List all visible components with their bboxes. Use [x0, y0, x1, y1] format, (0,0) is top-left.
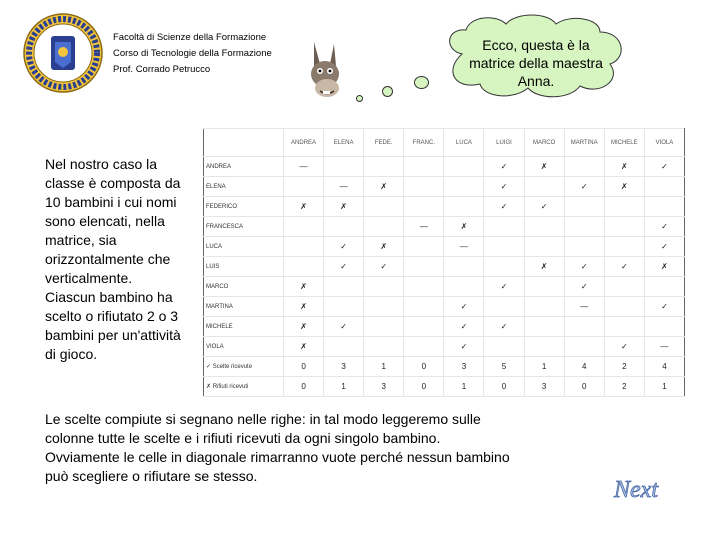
matrix-cell	[564, 237, 604, 257]
matrix-cell: ✓	[644, 157, 684, 177]
matrix-cell: —	[284, 157, 324, 177]
matrix-cell: ✗	[284, 277, 324, 297]
column-header: MARTINA	[564, 129, 604, 157]
matrix-cell: —	[644, 337, 684, 357]
matrix-cell	[404, 257, 444, 277]
professor-name: Prof. Corrado Petrucco	[113, 64, 211, 75]
matrix-cell	[324, 297, 364, 317]
matrix-cell	[604, 217, 644, 237]
explanation-line: Le scelte compiute si segnano nelle righe: in tal modo leggeremo sulle	[45, 411, 481, 427]
matrix-cell: ✓	[484, 197, 524, 217]
matrix-cell	[484, 337, 524, 357]
matrix-cell: ✓	[324, 257, 364, 277]
matrix-cell	[564, 197, 604, 217]
matrix-cell: ✓	[444, 337, 484, 357]
matrix-row	[204, 177, 685, 197]
class-description: Nel nostro caso la classe è composta da 10 bambini i cui nomi sono elencati, nella matrice, sia orizzontalmente che verticalmente. Ciascun bambino ha scelto o rifiutato 2 o 3 bambini per un'attività di gioco.	[45, 156, 181, 362]
row-header: ELENA	[204, 177, 284, 197]
matrix-row	[204, 237, 685, 257]
sociometric-matrix	[203, 128, 685, 397]
matrix-cell	[524, 217, 564, 237]
matrix-row	[204, 257, 685, 277]
column-header: LUCA	[444, 129, 484, 157]
matrix-cell	[604, 297, 644, 317]
matrix-row	[204, 197, 685, 217]
summary-cell: 1	[364, 357, 404, 377]
matrix-cell: ✗	[524, 157, 564, 177]
donkey-character-icon	[300, 40, 350, 102]
thought-dot-large	[414, 76, 429, 89]
summary-cell: 1	[324, 377, 364, 397]
matrix-cell	[364, 337, 404, 357]
matrix-cell: ✓	[484, 277, 524, 297]
matrix-cell: ✗	[604, 177, 644, 197]
matrix-cell	[404, 237, 444, 257]
row-header: LUCA	[204, 237, 284, 257]
matrix-cell	[524, 277, 564, 297]
matrix-cell: ✗	[284, 337, 324, 357]
summary-cell: 3	[524, 377, 564, 397]
matrix-cell: ✗	[444, 217, 484, 237]
matrix-cell: ✓	[604, 257, 644, 277]
column-header: FEDE.	[364, 129, 404, 157]
matrix-cell	[324, 157, 364, 177]
matrix-cell	[404, 197, 444, 217]
column-header: VIOLA	[644, 129, 684, 157]
matrix-cell	[644, 177, 684, 197]
matrix-cell: ✓	[484, 177, 524, 197]
summary-cell: 4	[564, 357, 604, 377]
matrix-cell	[604, 237, 644, 257]
thought-dot-medium	[382, 86, 393, 97]
summary-cell: 0	[404, 377, 444, 397]
matrix-cell	[364, 297, 404, 317]
matrix-cell	[324, 337, 364, 357]
matrix-cell	[524, 177, 564, 197]
matrix-cell: ✗	[604, 157, 644, 177]
matrix-cell	[284, 257, 324, 277]
matrix-cell: —	[564, 297, 604, 317]
matrix-cell	[524, 297, 564, 317]
matrix-row	[204, 337, 685, 357]
next-button-label[interactable]: Next	[614, 477, 658, 503]
row-header: ANDREA	[204, 157, 284, 177]
summary-cell: 0	[284, 357, 324, 377]
matrix-cell: ✗	[364, 237, 404, 257]
explanation-text	[45, 410, 605, 486]
row-header: ✓ Scelte ricevute	[204, 357, 284, 377]
row-header: FRANCESCA	[204, 217, 284, 237]
matrix-cell	[484, 297, 524, 317]
explanation-line: Ovviamente le celle in diagonale rimarranno vuote perché nessun bambino	[45, 449, 510, 465]
matrix-cell	[364, 277, 404, 297]
matrix-cell	[324, 277, 364, 297]
matrix-cell: —	[324, 177, 364, 197]
matrix-cell: ✗	[364, 177, 404, 197]
summary-cell: 5	[484, 357, 524, 377]
matrix-cell: ✓	[644, 217, 684, 237]
matrix-cell	[364, 157, 404, 177]
matrix-cell	[644, 317, 684, 337]
row-header: MARTINA	[204, 297, 284, 317]
column-header: MICHELE	[604, 129, 644, 157]
matrix-cell	[564, 157, 604, 177]
matrix-row	[204, 217, 685, 237]
matrix-cell: ✓	[564, 257, 604, 277]
row-header: VIOLA	[204, 337, 284, 357]
column-header: ELENA	[324, 129, 364, 157]
matrix-cell	[644, 197, 684, 217]
matrix-cell: ✓	[484, 317, 524, 337]
matrix-cell	[524, 237, 564, 257]
matrix-cell: ✗	[284, 297, 324, 317]
matrix-row	[204, 297, 685, 317]
matrix-cell: ✗	[284, 317, 324, 337]
matrix-cell	[564, 317, 604, 337]
row-header: ✗ Rifiuti ricevuti	[204, 377, 284, 397]
next-button[interactable]	[596, 472, 676, 506]
row-header: MARCO	[204, 277, 284, 297]
matrix-cell	[404, 157, 444, 177]
matrix-cell	[444, 177, 484, 197]
course-name: Corso di Tecnologie della Formazione	[113, 48, 272, 59]
matrix-cell	[404, 337, 444, 357]
matrix-cell: ✓	[444, 317, 484, 337]
matrix-cell: —	[404, 217, 444, 237]
matrix-cell: ✗	[284, 197, 324, 217]
matrix-cell	[404, 177, 444, 197]
matrix-row	[204, 317, 685, 337]
matrix-cell	[284, 237, 324, 257]
summary-cell: 2	[604, 377, 644, 397]
matrix-cell	[284, 217, 324, 237]
row-header: MICHELE	[204, 317, 284, 337]
summary-cell: 0	[484, 377, 524, 397]
summary-cell: 0	[404, 357, 444, 377]
matrix-cell	[604, 277, 644, 297]
matrix-cell	[364, 217, 404, 237]
university-seal-icon	[22, 12, 104, 94]
matrix-cell	[404, 297, 444, 317]
matrix-header-row	[204, 129, 685, 157]
explanation-line: colonne tutte le scelte e i rifiuti ricevuti da ogni singolo bambino.	[45, 430, 441, 446]
matrix-cell	[444, 157, 484, 177]
summary-cell: 3	[324, 357, 364, 377]
summary-cell: 0	[284, 377, 324, 397]
faculty-name: Facoltà di Scienze della Formazione	[113, 32, 267, 43]
summary-row	[204, 357, 685, 377]
matrix-cell	[604, 197, 644, 217]
matrix-cell	[484, 257, 524, 277]
summary-row	[204, 377, 685, 397]
matrix-cell: ✓	[444, 297, 484, 317]
matrix-cell	[484, 237, 524, 257]
matrix-cell: ✗	[644, 257, 684, 277]
summary-cell: 0	[564, 377, 604, 397]
matrix-row	[204, 157, 685, 177]
matrix-cell: ✓	[364, 257, 404, 277]
matrix-row	[204, 277, 685, 297]
summary-cell: 3	[364, 377, 404, 397]
matrix-cell	[564, 337, 604, 357]
summary-cell: 1	[524, 357, 564, 377]
matrix-cell: ✓	[564, 277, 604, 297]
matrix-cell: ✗	[324, 197, 364, 217]
speech-bubble-text: Ecco, questa è la matrice della maestra Anna.	[469, 37, 603, 89]
summary-cell: 3	[444, 357, 484, 377]
matrix-cell	[604, 317, 644, 337]
matrix-cell: —	[444, 237, 484, 257]
column-header: ANDREA	[284, 129, 324, 157]
matrix-cell	[404, 317, 444, 337]
matrix-cell	[524, 337, 564, 357]
column-header: MARCO	[524, 129, 564, 157]
matrix-cell	[644, 277, 684, 297]
column-header: LUIGI	[484, 129, 524, 157]
matrix-cell: ✓	[564, 177, 604, 197]
matrix-cell	[364, 317, 404, 337]
matrix-cell	[484, 217, 524, 237]
summary-cell: 2	[604, 357, 644, 377]
matrix-cell: ✓	[524, 197, 564, 217]
matrix-cell: ✗	[524, 257, 564, 277]
summary-cell: 1	[644, 377, 684, 397]
column-header: FRANC.	[404, 129, 444, 157]
matrix-cell	[284, 177, 324, 197]
summary-cell: 1	[444, 377, 484, 397]
matrix-cell: ✓	[324, 317, 364, 337]
matrix-cell	[524, 317, 564, 337]
row-header: FEDERICO	[204, 197, 284, 217]
matrix-cell: ✓	[324, 237, 364, 257]
matrix-cell: ✓	[484, 157, 524, 177]
matrix-cell	[564, 217, 604, 237]
thought-dot-small	[356, 95, 363, 102]
matrix-cell	[404, 277, 444, 297]
matrix-cell	[444, 277, 484, 297]
matrix-cell	[324, 217, 364, 237]
matrix-cell: ✓	[644, 297, 684, 317]
summary-cell: 4	[644, 357, 684, 377]
matrix-cell	[444, 197, 484, 217]
matrix-corner	[204, 129, 284, 157]
matrix-cell	[444, 257, 484, 277]
row-header: LUIS	[204, 257, 284, 277]
matrix-cell: ✓	[604, 337, 644, 357]
matrix-cell	[364, 197, 404, 217]
matrix-cell: ✓	[644, 237, 684, 257]
explanation-line: può scegliere o rifiutare se stesso.	[45, 468, 258, 484]
